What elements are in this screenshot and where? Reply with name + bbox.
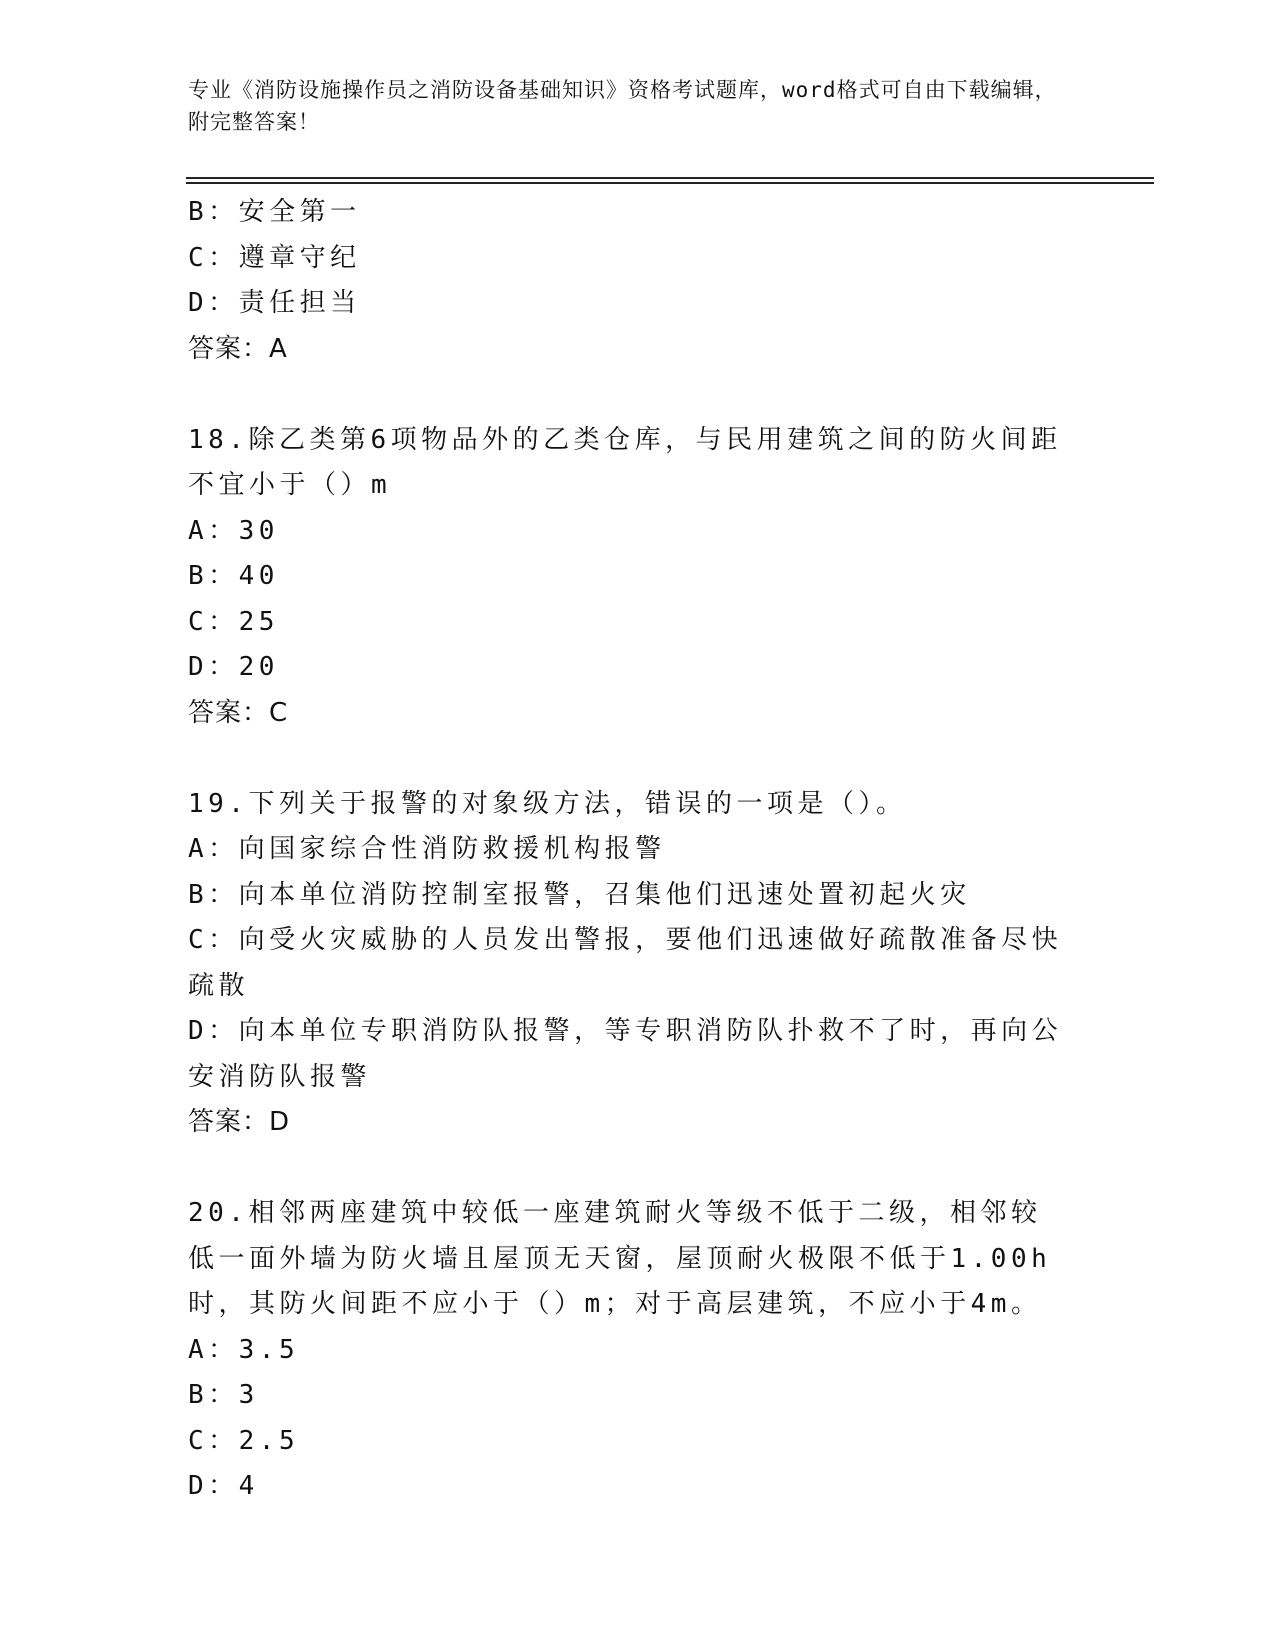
option-c: C：向受火灾威胁的人员发出警报，要他们迅速做好疏散准备尽快疏散 <box>188 925 1063 1001</box>
option-a: A：3.5 <box>188 1334 300 1365</box>
header-divider-bottom <box>186 182 1154 184</box>
option-b: B：安全第一 <box>188 197 361 227</box>
answer-line: 答案：A <box>188 333 288 364</box>
option-d: D：向本单位专职消防队报警，等专职消防队扑救不了时，再向公安消防队报警 <box>188 1016 1063 1092</box>
option-b: B：3 <box>188 1380 259 1410</box>
option-a: A：30 <box>188 515 279 546</box>
option-c: C：25 <box>188 606 279 637</box>
document-body <box>188 190 1068 1510</box>
option-d: D：20 <box>188 652 279 682</box>
question-18 <box>188 418 1068 737</box>
option-c: C：2.5 <box>188 1425 300 1456</box>
question-stem: 19.下列关于报警的对象级方法，错误的一项是（）。 <box>188 788 907 819</box>
option-a: A：向国家综合性消防救援机构报警 <box>188 834 666 864</box>
option-d: D：责任担当 <box>188 288 361 318</box>
answer-line: 答案：D <box>188 1107 291 1137</box>
option-b: B：40 <box>188 561 279 591</box>
header-divider-top <box>186 177 1154 179</box>
question-stem: 18.除乙类第6项物品外的乙类仓库，与民用建筑之间的防火间距不宜小于（）m <box>188 424 1062 500</box>
option-c: C：遵章守纪 <box>188 242 361 273</box>
question-19 <box>188 782 1068 1146</box>
document-header: 专业《消防设施操作员之消防设备基础知识》资格考试题库，word格式可自由下载编辑，附完整答案！ <box>188 78 1057 134</box>
option-b: B：向本单位消防控制室报警，召集他们迅速处置初起火灾 <box>188 879 971 910</box>
option-d: D：4 <box>188 1471 259 1501</box>
previous-question-tail <box>188 190 1068 372</box>
answer-line: 答案：C <box>188 697 289 728</box>
question-stem: 20.相邻两座建筑中较低一座建筑耐火等级不低于二级，相邻较低一面外墙为防火墙且屋顶无天窗，屋顶耐火极限不低于1.00h时，其防火间距不应小于（）m；对于高层建筑，不应小于4m。 <box>188 1198 1052 1319</box>
question-20 <box>188 1191 1068 1510</box>
